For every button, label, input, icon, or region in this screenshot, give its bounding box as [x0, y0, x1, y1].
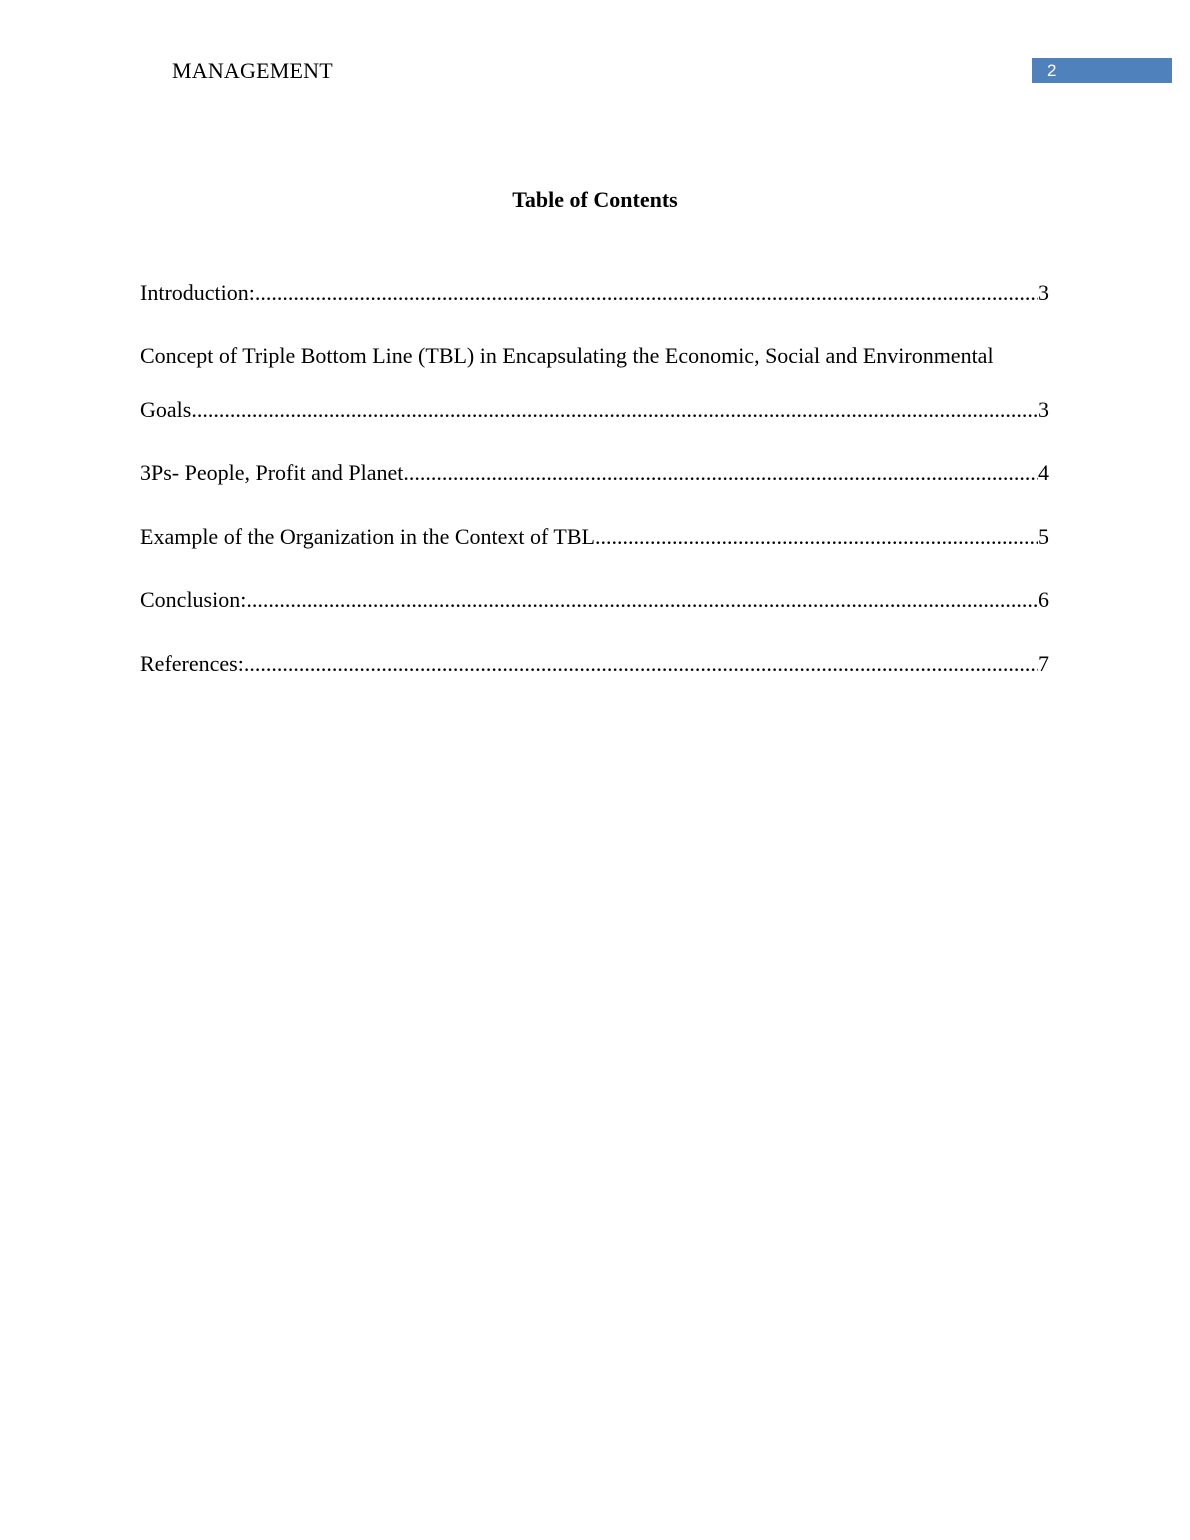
- toc-entry-label: References:: [140, 651, 244, 676]
- toc-entry-page: 4: [1038, 460, 1049, 485]
- toc-entry-label: Concept of Triple Bottom Line (TBL) in Encapsulating the Economic, Social and Environmental: [140, 343, 994, 368]
- toc-entry-conclusion[interactable]: [140, 586, 1049, 614]
- toc-entry-introduction[interactable]: [140, 279, 1049, 307]
- toc-entry-page: 6: [1038, 587, 1049, 612]
- toc-dot-leader: [246, 586, 1038, 614]
- toc-entry-label: Conclusion:: [140, 587, 247, 612]
- toc-entry-label: Introduction:: [140, 280, 255, 305]
- toc-entry-label: Goals: [140, 397, 192, 422]
- toc-entry-concept[interactable]: [140, 396, 1049, 424]
- toc-heading: Table of Contents: [512, 187, 678, 212]
- toc-entry-page: 7: [1038, 651, 1049, 676]
- toc-entry-3ps[interactable]: [140, 459, 1049, 487]
- toc-entry-label: 3Ps- People, Profit and Planet: [140, 460, 404, 485]
- toc-entry-page: 3: [1038, 280, 1049, 305]
- toc-entry-example[interactable]: [140, 523, 1049, 551]
- toc-dot-leader: [244, 650, 1038, 678]
- toc-entry-concept-line1[interactable]: [140, 342, 1049, 370]
- toc-entry-references[interactable]: [140, 650, 1049, 678]
- toc-entry-page: 5: [1038, 524, 1049, 549]
- page-number: 2: [1047, 61, 1057, 80]
- running-head-title: MANAGEMENT: [172, 58, 333, 83]
- toc-dot-leader: [595, 523, 1038, 551]
- toc-entry-page: 3: [1038, 397, 1049, 422]
- toc-dot-leader: [255, 279, 1038, 307]
- toc-dot-leader: [403, 459, 1038, 487]
- toc-entry-label: Example of the Organization in the Context of TBL: [140, 524, 595, 549]
- toc-dot-leader: [191, 396, 1038, 424]
- page-number-badge: [1032, 58, 1172, 83]
